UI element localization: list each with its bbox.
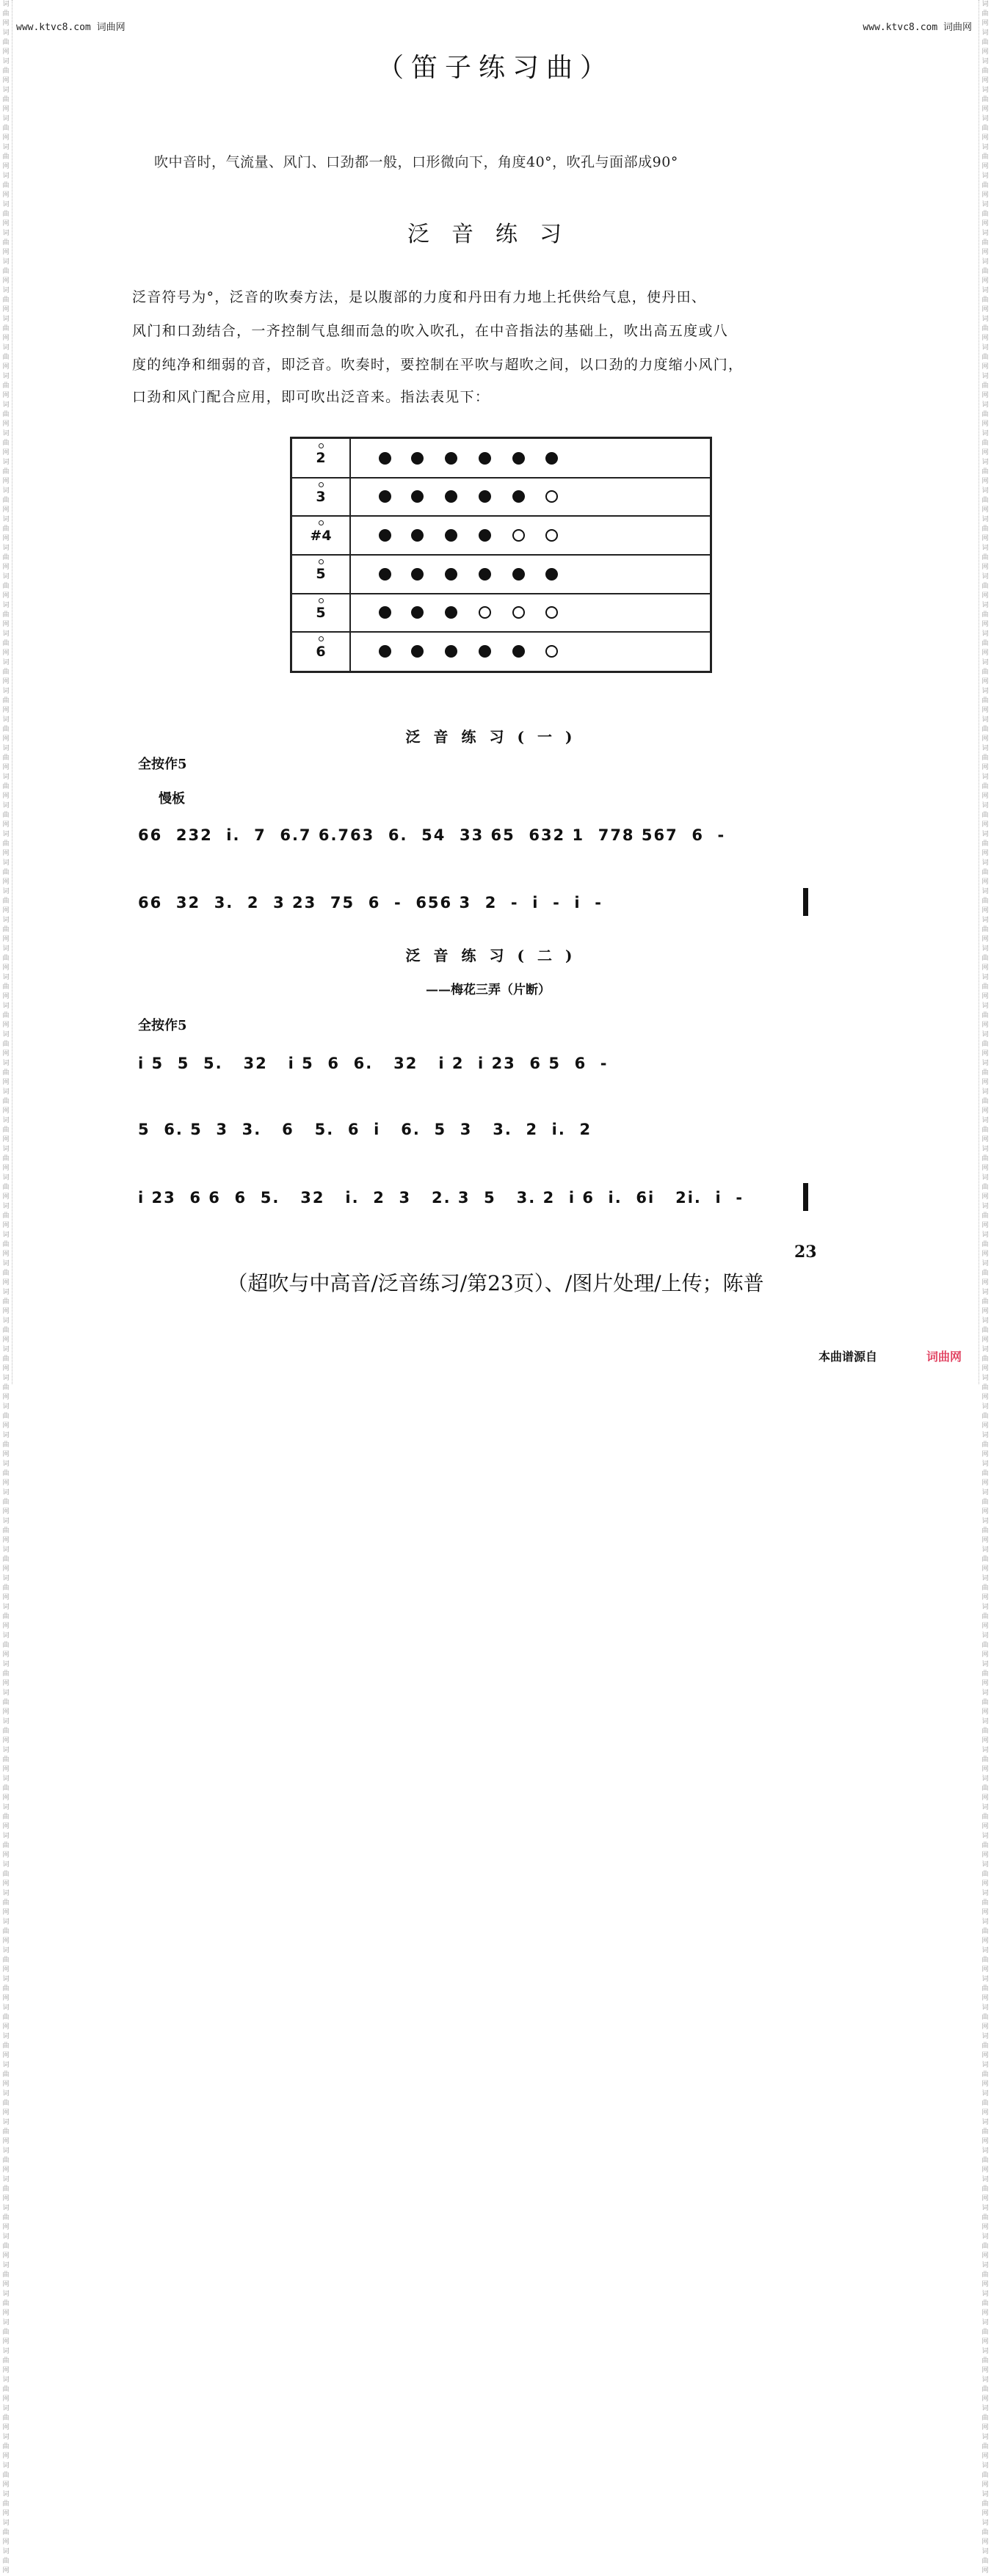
closed-hole-icon [479,529,491,542]
book-title: （笛子练习曲） [377,53,614,83]
harmonic-mark-icon [319,598,324,603]
fingering-note [292,439,351,478]
closed-hole-icon [445,529,457,542]
open-hole-icon [512,529,525,542]
final-barline [803,1183,808,1211]
closed-hole-icon [379,529,391,542]
closed-hole-icon [445,606,457,619]
closed-hole-icon [445,568,457,581]
exercise1-title: 泛音练习(一) [405,728,586,746]
closed-hole-icon [379,490,391,503]
source-label: 本曲谱源自 [818,1350,878,1364]
fingering-note-label: 5 [316,604,326,621]
description-line: 口劲和风门配合应用，即可吹出泛音来。指法表见下： [132,389,490,405]
closed-hole-icon [379,452,391,465]
closed-hole-icon [411,645,424,658]
description-line: 度的纯净和细弱的音，即泛音。吹奏时，要控制在平吹与超吹之间，以口劲的力度缩小风门， [132,357,744,373]
fingering-row [292,555,710,594]
closed-hole-icon [411,452,424,465]
fingering-row [292,516,710,555]
open-hole-icon [479,606,491,619]
closed-hole-icon [379,645,391,658]
fingering-note [292,516,351,555]
closed-hole-icon [445,490,457,503]
closed-hole-icon [479,452,491,465]
harmonic-mark-icon [319,520,324,525]
fingering-note-label: 5 [316,566,326,583]
closed-hole-icon [512,452,525,465]
description-line: 泛音符号为°，泛音的吹奏方法，是以腹部的力度和丹田有力地上托供给气息，使丹田、 [132,289,707,305]
source-site: 词曲网 [926,1350,962,1364]
closed-hole-icon [379,568,391,581]
site-url-left: www.ktvc8.com 词曲网 [16,22,126,33]
caption: （超吹与中高音/泛音练习/第23页）、/图片处理/上传；陈普 [227,1271,764,1295]
open-hole-icon [545,606,558,619]
fingering-note [292,594,351,633]
fingering-note [292,555,351,594]
section-heading: 泛音练习 [407,222,584,247]
exercise1-score-line-2: 66 32 3. 2 3 23 75 6 - 656 3 2 - i - i - [138,894,603,912]
description-line: 风门和口劲结合，一齐控制气息细而急的吹入吹孔，在中音指法的基础上，吹出高五度或八 [132,323,729,339]
closed-hole-icon [479,568,491,581]
fingering-note-label: 2 [316,450,326,467]
open-hole-icon [545,645,558,658]
harmonic-mark-icon [319,559,324,564]
exercise1-tempo: 慢板 [159,791,185,807]
right-watermark-strip: 词曲网词曲网词曲网词曲网词曲网词曲网词曲网词曲网词曲网词曲网词曲网词曲网词曲网词曲网词曲网词曲网词曲网词曲网词曲网词曲网词曲网词曲网词曲网词曲网词曲网词曲网词曲网词曲网词曲网词曲网词曲网词曲网词曲网词曲网词曲网词曲网词曲网词曲网词曲网词曲网词曲网词曲网词曲网词曲网词曲网词曲网词曲网词曲网词曲网词曲网词曲网词曲网词曲网词曲网词曲网词曲网词曲网词曲网词曲网词曲网词曲网词曲网词曲网词曲网词曲网词曲网词曲网词曲网词曲网词曲网词曲网词曲网词曲网词曲网词曲网词曲网词曲网词曲网词曲网词曲网词曲网词曲网词曲网词曲网词曲网词曲网词曲网词曲网词曲网词曲网 [979,0,991,1384]
fingering-table [290,437,712,673]
closed-hole-icon [545,568,558,581]
fingering-row [292,594,710,633]
site-url-right: www.ktvc8.com 词曲网 [863,22,972,33]
closed-hole-icon [512,645,525,658]
exercise2-fingering-label: 全按作5 [138,1018,187,1033]
closed-hole-icon [379,606,391,619]
exercise2-subtitle: ——梅花三弄（片断） [426,983,551,997]
exercise2-score-line-3: i 23 6 6 6 5. 32 i. 2 3 2. 3 5 3. 2 i 6 i. 6i 2i. i - [138,1189,744,1207]
intro-line: 吹中音时，气流量、风门、口劲都一般，口形微向下，角度40°，吹孔与面部成90° [154,154,678,170]
fingering-note-label: 6 [316,643,326,660]
closed-hole-icon [411,606,424,619]
fingering-row [292,632,710,671]
page-number: 23 [794,1242,817,1262]
exercise1-fingering-label: 全按作5 [138,757,187,772]
exercise2-score-line-2: 5 6. 5 3 3. 6 5. 6 i 6. 5 3 3. 2 i. 2 [138,1121,592,1138]
closed-hole-icon [479,645,491,658]
harmonic-mark-icon [319,482,324,487]
fingering-note [292,478,351,517]
harmonic-mark-icon [319,443,324,448]
fingering-row [292,478,710,517]
open-hole-icon [545,529,558,542]
closed-hole-icon [445,645,457,658]
exercise1-score-line-1: 66 232 i. 7 6.7 6.763 6. 54 33 65 632 1 778 567 6 - [138,826,726,844]
harmonic-mark-icon [319,636,324,641]
closed-hole-icon [545,452,558,465]
fingering-note-label: 3 [316,488,326,505]
exercise2-score-line-1: i 5 5 5. 32 i 5 6 6. 32 i 2 i 23 6 5 6 - [138,1055,609,1072]
fingering-note-label: #4 [310,527,332,544]
closed-hole-icon [411,490,424,503]
fingering-row [292,439,710,478]
closed-hole-icon [445,452,457,465]
final-barline [803,888,808,916]
closed-hole-icon [512,490,525,503]
closed-hole-icon [512,568,525,581]
open-hole-icon [545,490,558,503]
closed-hole-icon [479,490,491,503]
open-hole-icon [512,606,525,619]
left-watermark-strip: 词曲网词曲网词曲网词曲网词曲网词曲网词曲网词曲网词曲网词曲网词曲网词曲网词曲网词曲网词曲网词曲网词曲网词曲网词曲网词曲网词曲网词曲网词曲网词曲网词曲网词曲网词曲网词曲网词曲网词曲网词曲网词曲网词曲网词曲网词曲网词曲网词曲网词曲网词曲网词曲网词曲网词曲网词曲网词曲网词曲网词曲网词曲网词曲网词曲网词曲网词曲网词曲网词曲网词曲网词曲网词曲网词曲网词曲网词曲网词曲网词曲网词曲网词曲网词曲网词曲网词曲网词曲网词曲网词曲网词曲网词曲网词曲网词曲网词曲网词曲网词曲网词曲网词曲网词曲网词曲网词曲网词曲网词曲网词曲网词曲网词曲网词曲网词曲网词曲网词曲网 [0,0,12,1384]
fingering-note [292,632,351,671]
closed-hole-icon [411,568,424,581]
closed-hole-icon [411,529,424,542]
exercise2-title: 泛音练习(二) [405,947,586,964]
